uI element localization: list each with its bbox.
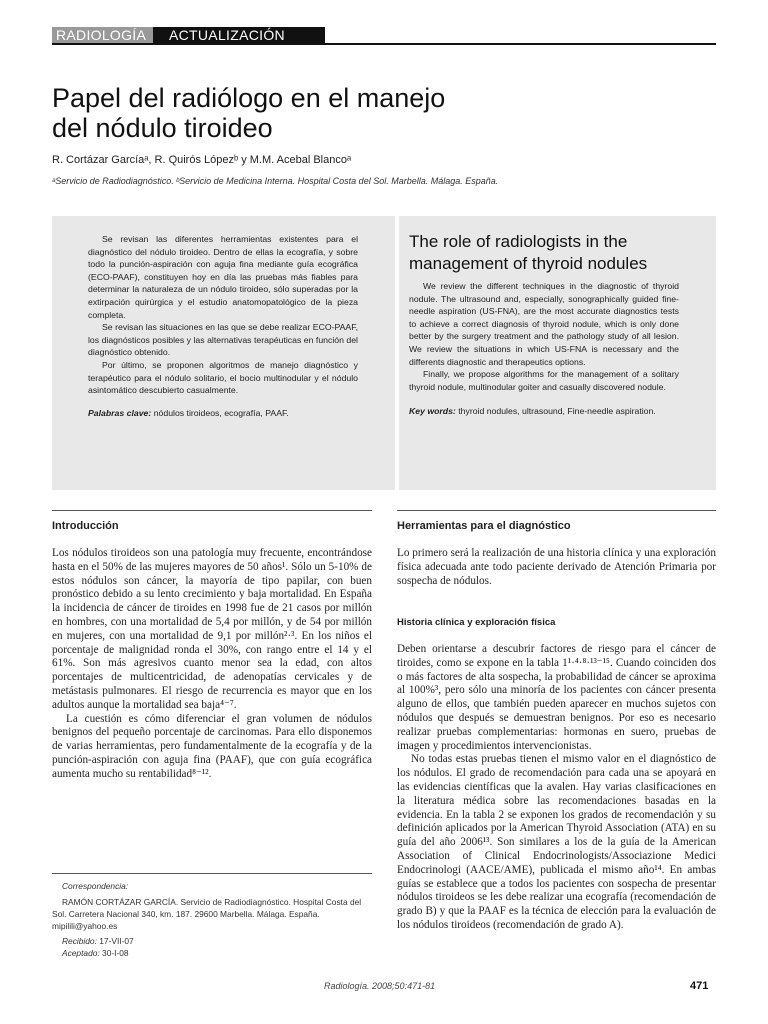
abstract-es-paragraph: Se revisan las diferentes herramientas existentes para el diagnóstico del nódulo tiroideo. Dentro de ellas la ecografía, y sobre todo la punción-aspiración con aguja fina mediante guía ecográfica (ECO-PAAF), constituyen hoy en día las pruebas más fiables para determinar la naturaleza de un nódulo tiroideo, sólo superadas por la extirpación quirúrgica y el estudio anatomopatológico de la pieza completa. — [88, 234, 358, 320]
body-paragraph: Lo primero será la realización de una historia clínica y una exploración física adecuada ante todo paciente derivado de Atención Primaria por sospecha de nódulos. — [397, 547, 716, 587]
article-authors: R. Cortázar Garcíaᵃ, R. Quirós Lópezᵇ y M.M. Acebal Blancoᵃ — [52, 154, 352, 166]
keywords-text: nódulos tiroideos, ecografía, PAAF. — [151, 407, 289, 418]
section-heading-intro: Introducción — [52, 520, 119, 532]
correspondence-block — [52, 880, 372, 959]
accepted-date: Aceptado: 30-I-08 — [62, 948, 129, 958]
abstract-es-paragraph: Por último, se proponen algoritmos de manejo diagnóstico y terapéutico para el nódulo solitario, el bocio multinodular y el nódulo asintomático descubierto casualmente. — [88, 359, 358, 396]
received-date: Recibido: 17-VII-07 — [62, 936, 134, 946]
body-paragraph: La cuestión es cómo diferenciar el gran volumen de nódulos benignos del pequeño porcentaje de carcinomas. Para ello disponemos de varias herramientas, pero fundamentalmente de la ecografía y de la punción-aspiración con aguja fina (PAAF), que con guía ecográfica aumenta mucho su rentabilidad⁸⁻¹². — [52, 712, 372, 780]
body-paragraph: Los nódulos tiroideos son una patología muy frecuente, encontrándose hasta en el 50% de las mujeres mayores de 50 años¹. Sólo un 5-10% de estos nódulos son cáncer, la mayoría de tipo papilar, con buen pronóstico debido a su lento crecimiento y baja mortalidad. En España la incidencia de cáncer de tiroides en 1998 fue de 21 casos por millón en hombres, con una mortalidad de 5,4 por millón, y de 54 por millón en mujeres, con una mortalidad de 9,1 por millón²·³. En los niños el porcentaje de malignidad ronda el 30%, con rango entre el 14 y el 61%. Son más agresivos cuanto menor sea la edad, con altos porcentajes de multicentricidad, de adenopatías cervicales y de metástasis pulmonares. El riesgo de recurrencia es mayor que en los adultos aunque la mortalidad sea baja⁴⁻⁷. — [52, 547, 372, 711]
intro-body — [52, 547, 372, 782]
subsection-heading: Historia clínica y exploración física — [397, 617, 556, 628]
section-rule — [397, 510, 716, 511]
keywords-text: thyroid nodules, ultrasound, Fine-needle aspiration. — [455, 406, 656, 417]
journal-section-label: RADIOLOGÍA — [52, 27, 157, 44]
abstract-english-title: The role of radiologists in the management of thyroid nodules — [409, 232, 648, 273]
correspondence-rule — [52, 873, 372, 874]
tools-body-2 — [397, 643, 716, 933]
article-affiliations: ᵃServicio de Radiodiagnóstico. ᵇServicio de Medicina Interna. Hospital Costa del Sol. Marbella. Málaga. España. — [52, 176, 499, 186]
tools-body — [397, 547, 716, 588]
correspondence-label: Correspondencia: — [62, 881, 129, 891]
abstract-english — [409, 280, 679, 418]
abstract-en-paragraph: Finally, we propose algorithms for the management of a solitary thyroid nodule, multinodular goiter and casually discovered nodule. — [409, 369, 679, 392]
abstract-es-paragraph: Se revisan las situaciones en las que se debe realizar ECO-PAAF, los diagnósticos posibles y las alternativas terapéuticas en función del diagnóstico obtenido. — [88, 322, 358, 358]
page-number: 471 — [690, 980, 709, 992]
article-title-line1: Papel del radiólogo en el manejo — [52, 83, 446, 113]
journal-citation: Radiología. 2008;50:471-81 — [324, 981, 436, 991]
keywords-label: Key words: — [409, 406, 456, 417]
abstract-spanish — [88, 233, 358, 419]
article-category-label: ACTUALIZACIÓN — [153, 27, 325, 44]
article-title — [52, 83, 652, 143]
article-title-line2: del nódulo tiroideo — [52, 113, 273, 143]
abstract-divider — [395, 216, 399, 490]
body-paragraph: No todas estas pruebas tienen el mismo valor en el diagnóstico de los nódulos. El grado de recomendación para cada una se apoyará en las evidencias científicas que la avalen. Hay varias clasificaciones en la literatura médica sobre las recomendaciones basadas en la evidencia. En la tabla 2 se exponen los grados de recomendación y su definición aplicados por la American Thyroid Association (ATA) en su guía del año 2006¹³. Son similares a los de la guía de la American Association of Clinical Endocrinologists/Associazione Medici Endocrinologi (AACE/AME), publicada el mismo año¹⁴. En ambas guías se establece que a todos los pacientes con sospecha de presentar nódulos tiroideos se les debe realizar una ecografía (recomendación de grado B) y que la PAAF es la técnica de elección para la evaluación de los nódulos tiroideos (recomendación de grado A). — [397, 753, 716, 931]
body-paragraph: Deben orientarse a descubrir factores de riesgo para el cáncer de tiroides, como se expone en la tabla 1¹·⁴·⁸·¹³⁻¹⁵. Cuando coinciden dos o más factores de alta sospecha, la probabilidad de cáncer se aproxima al 100%³, pero sólo una minoría de los pacientes con cáncer presenta alguno de ellos, que también pueden aparecer en muchos sujetos con nódulos que después se demuestran benignos. Por eso es necesario realizar pruebas complementarias: hormonas en suero, pruebas de imagen y procedimientos intervencionistas. — [397, 643, 716, 752]
correspondence-text: RAMÓN CORTÁZAR GARCÍA. Servicio de Radiodiagnóstico. Hospital Costa del Sol. Carretera Nacional 340, km. 187. 29600 Marbella. Málaga. España. mipilili@yahoo.es — [52, 897, 362, 931]
section-rule — [52, 510, 372, 511]
abstract-es-keywords — [88, 407, 358, 420]
header-rule — [52, 43, 716, 45]
abstract-en-keywords — [409, 405, 679, 418]
section-heading-tools: Herramientas para el diagnóstico — [397, 520, 571, 532]
abstract-en-paragraph: We review the different techniques in the diagnostic of thyroid nodule. The ultrasound and, especially, sonographically guided fine-needle aspiration (US-FNA), are the most accurate diagnostics tests to achieve a correct diagnosis of thyroid nodule, which is only done better by the surgery treatment and the pathology study of all lesion. We review the situations in which US-FNA is necessary and the differents diagnostic and therapeutics options. — [409, 281, 679, 367]
keywords-label: Palabras clave: — [88, 407, 152, 418]
